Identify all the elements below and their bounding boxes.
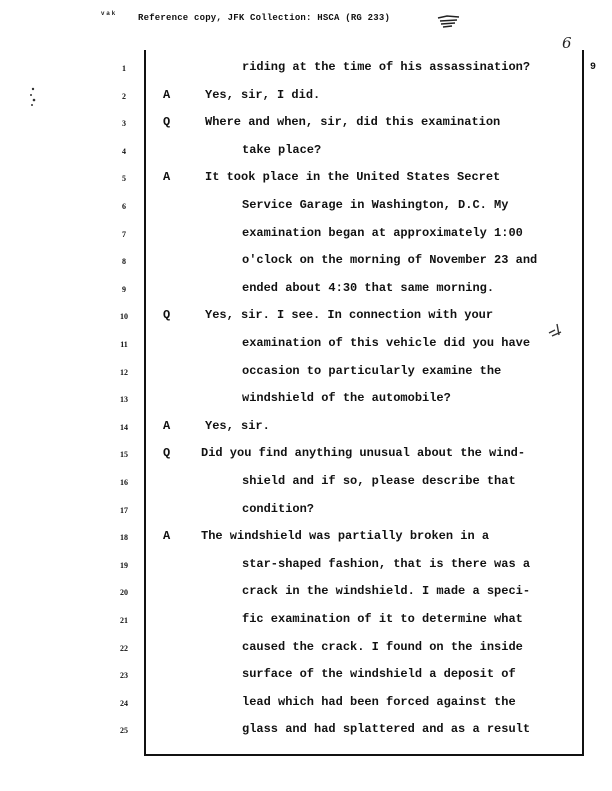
line-number: 18 bbox=[120, 533, 128, 543]
reference-header: Reference copy, JFK Collection: HSCA (RG 233) bbox=[138, 13, 391, 23]
line-text: surface of the windshield a deposit of bbox=[242, 667, 516, 682]
transcript-line bbox=[0, 446, 612, 466]
transcript-line bbox=[0, 60, 612, 80]
transcript-line bbox=[0, 419, 612, 439]
speaker-label: A bbox=[163, 170, 171, 185]
line-number: 10 bbox=[120, 312, 128, 322]
line-number: 4 bbox=[122, 146, 126, 156]
transcript-line bbox=[0, 170, 612, 190]
transcript-line bbox=[0, 226, 612, 246]
line-text: fic examination of it to determine what bbox=[242, 612, 523, 626]
transcript-line bbox=[0, 391, 612, 411]
line-number: 3 bbox=[122, 119, 126, 129]
transcript-line bbox=[0, 695, 612, 715]
line-text: windshield of the automobile? bbox=[242, 391, 451, 406]
line-number: 16 bbox=[120, 478, 128, 487]
transcript-line bbox=[0, 667, 612, 687]
transcript-line bbox=[0, 198, 612, 218]
line-text: caused the crack. I found on the inside bbox=[242, 639, 523, 654]
transcript-line bbox=[0, 308, 612, 328]
corner-mark: ᵛᵃᵏ bbox=[100, 10, 117, 20]
line-number: 13 bbox=[120, 395, 128, 405]
line-text: star-shaped fashion, that is there was a bbox=[242, 556, 531, 571]
line-text: Yes, sir. bbox=[205, 418, 270, 433]
line-text: examination of this vehicle did you have bbox=[242, 336, 531, 350]
transcript-line bbox=[0, 584, 612, 604]
line-text: shield and if so, please describe that bbox=[242, 474, 516, 488]
line-number: 6 bbox=[122, 202, 126, 211]
line-number: 2 bbox=[122, 91, 126, 101]
transcript-line bbox=[0, 143, 612, 163]
transcript-line bbox=[0, 529, 612, 549]
line-number: 11 bbox=[120, 340, 128, 349]
speaker-label: A bbox=[163, 87, 171, 102]
line-text: Service Garage in Washington, D.C. My bbox=[242, 198, 509, 212]
speaker-label: Q bbox=[163, 308, 171, 323]
line-text: Yes, sir. I see. In connection with your bbox=[205, 308, 494, 323]
line-number: 5 bbox=[122, 174, 126, 184]
line-text: condition? bbox=[242, 501, 315, 516]
transcript-line bbox=[0, 88, 612, 108]
line-number: 1 bbox=[122, 64, 126, 73]
transcript-line bbox=[0, 253, 612, 273]
line-text: riding at the time of his assassination? bbox=[242, 60, 531, 74]
speaker-label: Q bbox=[163, 115, 171, 130]
transcript-line bbox=[0, 115, 612, 135]
line-text: Yes, sir, I did. bbox=[205, 87, 321, 102]
line-text: occasion to particularly examine the bbox=[242, 363, 502, 378]
line-number: 14 bbox=[120, 422, 128, 432]
line-text: take place? bbox=[242, 142, 322, 157]
transcript-line bbox=[0, 557, 612, 577]
line-number: 17 bbox=[120, 505, 128, 515]
line-number: 19 bbox=[120, 560, 128, 570]
line-text: Did you find anything unusual about the wind- bbox=[201, 446, 526, 461]
transcript-line bbox=[0, 364, 612, 384]
line-number: 15 bbox=[120, 450, 128, 460]
line-text: o'clock on the morning of November 23 and bbox=[242, 253, 538, 268]
speaker-label: A bbox=[163, 418, 171, 433]
transcript-line bbox=[0, 722, 612, 742]
line-number: 21 bbox=[120, 616, 128, 625]
transcript-line bbox=[0, 640, 612, 660]
line-text: It took place in the United States Secret bbox=[205, 170, 501, 185]
line-text: crack in the windshield. I made a speci- bbox=[242, 584, 531, 599]
transcript-line bbox=[0, 612, 612, 632]
line-number: 25 bbox=[120, 726, 128, 736]
transcript-line bbox=[0, 474, 612, 494]
line-number: 22 bbox=[120, 643, 128, 653]
line-number: 23 bbox=[120, 671, 128, 681]
line-text: examination began at approximately 1:00 bbox=[242, 225, 523, 240]
transcript-line bbox=[0, 336, 612, 356]
side-mark-right: 9 bbox=[590, 62, 597, 73]
line-number: 7 bbox=[122, 229, 126, 239]
line-number: 24 bbox=[120, 698, 128, 708]
line-number: 20 bbox=[120, 588, 128, 598]
line-text: ended about 4:30 that same morning. bbox=[242, 280, 495, 295]
line-text: glass and had splattered and as a result bbox=[242, 722, 531, 737]
handwritten-page-number: 6 bbox=[562, 34, 572, 52]
line-text: Where and when, sir, did this examination bbox=[205, 115, 501, 130]
line-number: 9 bbox=[122, 284, 126, 294]
line-number: 12 bbox=[120, 367, 128, 377]
line-text: The windshield was partially broken in a bbox=[201, 529, 490, 544]
speaker-label: Q bbox=[163, 446, 171, 461]
line-text: lead which had been forced against the bbox=[242, 694, 516, 709]
transcript-line bbox=[0, 281, 612, 301]
speaker-label: A bbox=[163, 529, 171, 544]
line-number: 8 bbox=[122, 257, 126, 267]
transcript-line bbox=[0, 502, 612, 522]
